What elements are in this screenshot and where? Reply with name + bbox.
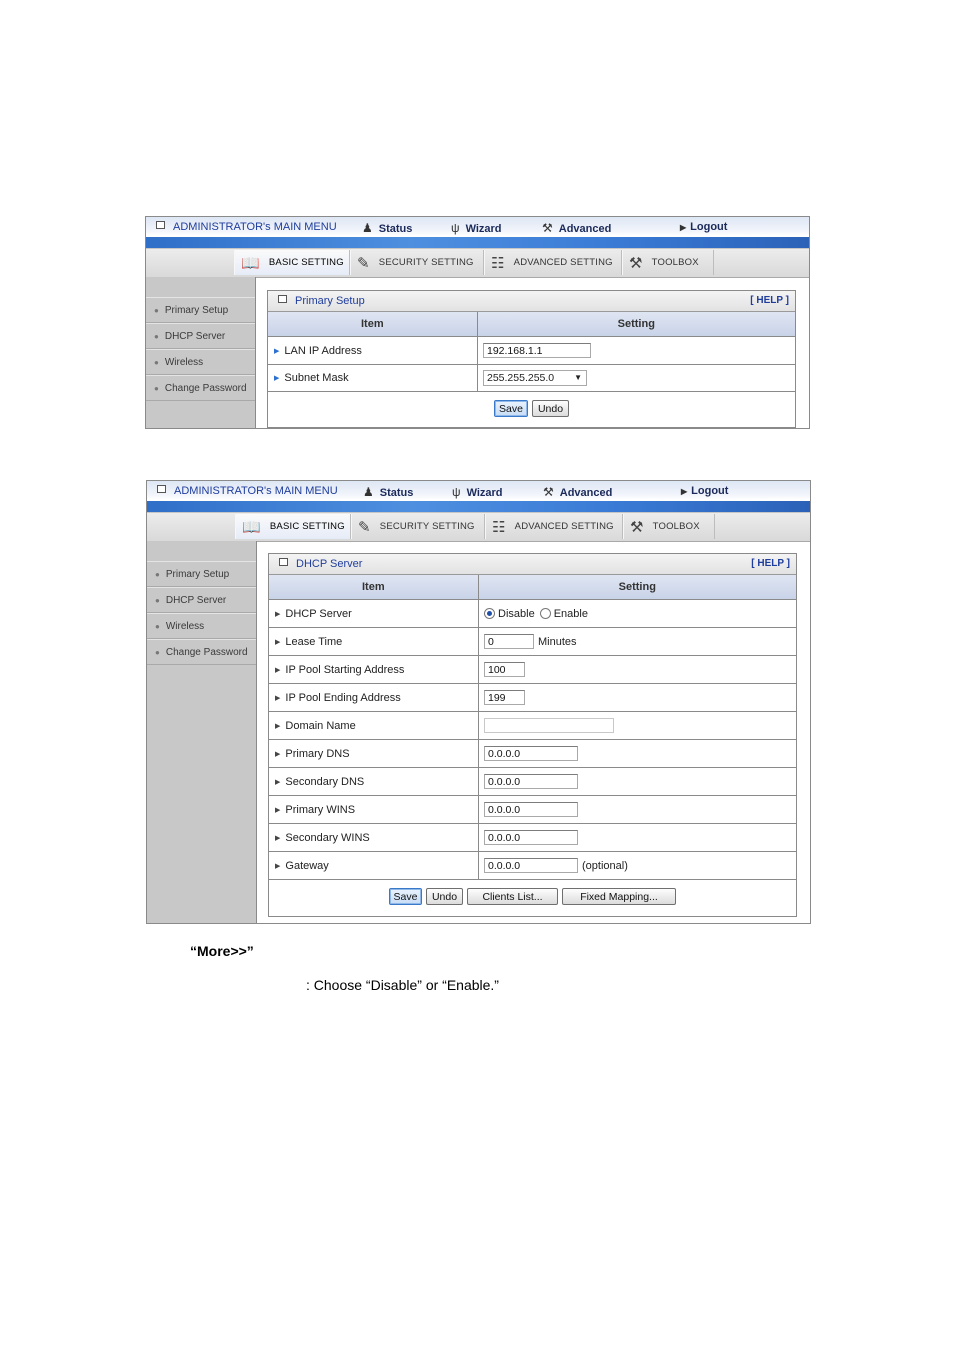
- panel-title: [279, 558, 362, 570]
- tab-toolbox-label: TOOLBOX: [652, 521, 700, 532]
- menu-status-label: Status: [378, 223, 413, 235]
- main-menu-bar: [147, 481, 810, 512]
- tab-security-setting[interactable]: [350, 250, 484, 275]
- menu-wizard-label: Wizard: [465, 223, 502, 235]
- menu-square-icon: [156, 221, 165, 229]
- more-caption: “More>>”: [190, 943, 254, 959]
- status-person-icon: ♟: [362, 221, 373, 235]
- tab-toolbox[interactable]: [623, 514, 715, 539]
- row-value: [478, 337, 591, 364]
- primary-setup-screenshot: [145, 216, 810, 429]
- menu-advanced[interactable]: [543, 485, 612, 499]
- arrow-icon: ▶: [275, 806, 281, 814]
- table-header: [268, 312, 795, 337]
- bullet-icon: ●: [155, 647, 160, 657]
- table-row: [268, 365, 795, 392]
- row-value: [479, 712, 614, 739]
- row-label: [269, 852, 479, 879]
- choose-instruction: : Choose “Disable” or “Enable.”: [306, 977, 499, 993]
- row-label: [269, 824, 479, 851]
- disable-radio[interactable]: [484, 608, 495, 619]
- advanced-icon: ☷: [492, 518, 506, 536]
- sidebar-item-label: Primary Setup: [164, 304, 229, 316]
- row-value: [479, 684, 525, 711]
- arrow-icon: ▶: [275, 750, 281, 758]
- panel-title: [278, 295, 365, 307]
- arrow-icon: ▶: [275, 778, 281, 786]
- bullet-icon: ●: [155, 595, 160, 605]
- bullet-icon: ●: [155, 621, 160, 631]
- row-value: [479, 796, 578, 823]
- sidebar-item-wireless[interactable]: [147, 613, 256, 639]
- row-label: [269, 600, 479, 627]
- tab-advanced-label: ADVANCED SETTING: [513, 257, 613, 268]
- admin-menu-label: ADMINISTRATOR's MAIN MENU: [174, 485, 338, 497]
- enable-radio[interactable]: [540, 608, 551, 619]
- tab-advanced-label: ADVANCED SETTING: [514, 521, 614, 532]
- lan-ip-input[interactable]: 192.168.1.1: [483, 343, 591, 358]
- menu-logout[interactable]: [681, 485, 728, 497]
- arrow-icon: ▶: [275, 722, 281, 730]
- sidebar-item-dhcp-server[interactable]: [147, 587, 256, 613]
- table-row: [269, 740, 796, 768]
- wizard-wand-icon: ψ: [452, 485, 461, 499]
- main-menu-bar: [146, 217, 809, 248]
- subnet-mask-label: Subnet Mask: [284, 372, 349, 384]
- row-value: [478, 365, 587, 391]
- settings-tab-bar: [146, 248, 809, 278]
- menu-status[interactable]: [363, 485, 413, 499]
- row-label: [268, 365, 478, 391]
- domain-name-input[interactable]: [484, 718, 614, 733]
- tab-basic-label: BASIC SETTING: [269, 521, 345, 532]
- row-label: [269, 628, 479, 655]
- tab-security-setting[interactable]: [351, 514, 485, 539]
- menu-advanced[interactable]: [542, 221, 611, 235]
- gateway-optional-note: (optional): [582, 859, 628, 872]
- logout-arrow-icon: ▶: [681, 487, 688, 496]
- menu-logout[interactable]: [680, 221, 727, 233]
- lan-ip-label: LAN IP Address: [284, 344, 362, 357]
- save-button[interactable]: Save: [494, 400, 528, 417]
- menu-wizard[interactable]: [451, 221, 502, 235]
- row-label: [269, 656, 479, 683]
- sidebar-item-label: Wireless: [164, 356, 204, 368]
- sidebar-item-label: DHCP Server: [165, 594, 227, 606]
- arrow-icon: ▶: [275, 610, 281, 618]
- menu-status-label: Status: [379, 487, 414, 499]
- sidebar-item-label: Change Password: [165, 646, 248, 658]
- sidebar: [146, 277, 256, 428]
- menu-wizard[interactable]: [452, 485, 503, 499]
- menu-stripe: [146, 237, 809, 248]
- domain-name-label: Domain Name: [285, 719, 356, 732]
- pool-end-label: IP Pool Ending Address: [285, 691, 401, 704]
- table-header: [269, 575, 796, 600]
- bullet-icon: ●: [154, 383, 159, 393]
- subnet-mask-value: 255.255.255.0: [487, 372, 555, 384]
- menu-wizard-label: Wizard: [466, 487, 503, 499]
- logout-arrow-icon: ▶: [680, 223, 687, 232]
- table-row: [269, 796, 796, 824]
- disable-label: Disable: [498, 607, 535, 620]
- panel-square-icon: [279, 558, 288, 566]
- settings-tab-bar: [147, 512, 810, 542]
- col-setting-header: Setting: [617, 318, 655, 330]
- sidebar-item-label: Wireless: [165, 620, 205, 632]
- col-setting-header: Setting: [618, 581, 656, 593]
- panel-title-text: Primary Setup: [295, 295, 365, 307]
- row-value: [479, 656, 525, 683]
- secondary-wins-label: Secondary WINS: [285, 831, 370, 844]
- bullet-icon: ●: [155, 569, 160, 579]
- secondary-wins-input[interactable]: 0.0.0.0: [484, 830, 578, 845]
- gateway-input[interactable]: 0.0.0.0: [484, 858, 578, 873]
- row-label: [269, 740, 479, 767]
- pool-start-label: IP Pool Starting Address: [285, 663, 405, 676]
- table-row: [269, 628, 796, 656]
- security-icon: ✎: [358, 518, 371, 536]
- tab-toolbox[interactable]: [622, 250, 714, 275]
- admin-menu-title[interactable]: [157, 485, 338, 497]
- chevron-down-icon: ▼: [574, 373, 582, 382]
- menu-advanced-label: Advanced: [559, 487, 613, 499]
- primary-wins-input[interactable]: 0.0.0.0: [484, 802, 578, 817]
- bullet-icon: ●: [154, 331, 159, 341]
- lease-time-input[interactable]: 0: [484, 634, 534, 649]
- dhcp-server-label: DHCP Server: [285, 607, 352, 620]
- sidebar: [147, 541, 257, 923]
- lease-time-label: Lease Time: [285, 635, 343, 648]
- row-label: [269, 684, 479, 711]
- secondary-dns-input[interactable]: 0.0.0.0: [484, 774, 578, 789]
- arrow-icon: ▶: [275, 834, 281, 842]
- arrow-icon: ▶: [275, 694, 281, 702]
- table-row: [269, 768, 796, 796]
- undo-button[interactable]: Undo: [426, 888, 463, 905]
- sidebar-item-label: Change Password: [164, 382, 247, 394]
- sidebar-item-change-password[interactable]: [147, 639, 256, 665]
- arrow-icon: ▶: [275, 862, 281, 870]
- pool-end-input[interactable]: 199: [484, 690, 525, 705]
- dhcp-server-panel: [268, 553, 797, 917]
- sidebar-item-wireless[interactable]: [146, 349, 255, 375]
- admin-menu-label: ADMINISTRATOR's MAIN MENU: [173, 221, 337, 233]
- panel-title-bar: [269, 554, 796, 575]
- tab-advanced-setting[interactable]: [484, 250, 622, 275]
- primary-dns-label: Primary DNS: [285, 747, 350, 760]
- col-item-header: Item: [269, 575, 479, 599]
- row-label: [268, 337, 478, 364]
- tab-advanced-setting[interactable]: [485, 514, 623, 539]
- table-row: [269, 684, 796, 712]
- arrow-icon: ▶: [274, 347, 280, 355]
- arrow-icon: ▶: [274, 375, 280, 382]
- tab-security-label: SECURITY SETTING: [378, 257, 474, 268]
- bullet-icon: ●: [154, 305, 159, 315]
- fixed-mapping-button[interactable]: Fixed Mapping...: [562, 888, 676, 905]
- primary-dns-input[interactable]: 0.0.0.0: [484, 746, 578, 761]
- arrow-icon: ▶: [275, 638, 281, 646]
- advanced-tool-icon: ⚒: [543, 485, 554, 499]
- gateway-label: Gateway: [285, 859, 329, 872]
- wizard-wand-icon: ψ: [451, 221, 460, 235]
- subnet-mask-select[interactable]: [483, 370, 587, 386]
- book-icon: 📖: [242, 518, 261, 536]
- save-button[interactable]: Save: [389, 888, 422, 905]
- panel-title-bar: [268, 291, 795, 312]
- primary-wins-label: Primary WINS: [285, 803, 356, 816]
- menu-advanced-label: Advanced: [558, 223, 612, 235]
- row-value: [479, 852, 628, 879]
- row-value: [479, 824, 578, 851]
- toolbox-icon: ⚒: [630, 518, 644, 536]
- sidebar-item-dhcp-server[interactable]: [146, 323, 255, 349]
- table-row: [269, 656, 796, 684]
- clients-list-button[interactable]: Clients List...: [467, 888, 558, 905]
- row-value: [479, 600, 588, 627]
- table-row: [269, 824, 796, 852]
- sidebar-item-label: Primary Setup: [165, 568, 230, 580]
- pool-start-input[interactable]: 100: [484, 662, 525, 677]
- menu-square-icon: [157, 485, 166, 493]
- book-icon: 📖: [241, 254, 260, 272]
- sidebar-top-pad: [147, 541, 256, 561]
- table-row: [269, 600, 796, 628]
- col-item-header: Item: [268, 312, 478, 336]
- undo-button[interactable]: Undo: [532, 400, 569, 417]
- sidebar-item-primary-setup[interactable]: [147, 561, 256, 587]
- panel-square-icon: [278, 295, 287, 303]
- admin-menu-title[interactable]: [156, 221, 337, 233]
- row-label: [269, 796, 479, 823]
- sidebar-item-change-password[interactable]: [146, 375, 255, 401]
- advanced-icon: ☷: [491, 254, 505, 272]
- row-value: [479, 740, 578, 767]
- button-row: [268, 392, 795, 425]
- sidebar-top-pad: [146, 277, 255, 297]
- tab-basic-setting[interactable]: [235, 514, 351, 539]
- bullet-icon: ●: [154, 357, 159, 367]
- tab-toolbox-label: TOOLBOX: [651, 257, 699, 268]
- menu-logout-label: Logout: [691, 485, 729, 497]
- table-row: [269, 852, 796, 880]
- tab-security-label: SECURITY SETTING: [379, 521, 475, 532]
- table-row: [269, 712, 796, 740]
- enable-label: Enable: [553, 607, 588, 620]
- tab-basic-label: BASIC SETTING: [268, 257, 344, 268]
- tab-basic-setting[interactable]: [234, 250, 350, 275]
- row-value: [479, 768, 578, 795]
- menu-stripe: [147, 501, 810, 512]
- security-icon: ✎: [357, 254, 370, 272]
- menu-status[interactable]: [362, 221, 412, 235]
- table-row: [268, 337, 795, 365]
- toolbox-icon: ⚒: [629, 254, 643, 272]
- help-link[interactable]: [ HELP ]: [751, 558, 790, 569]
- button-row: [269, 880, 796, 913]
- dhcp-server-screenshot: [146, 480, 811, 924]
- arrow-icon: ▶: [275, 666, 281, 674]
- advanced-tool-icon: ⚒: [542, 221, 553, 235]
- panel-title-text: DHCP Server: [296, 558, 363, 570]
- secondary-dns-label: Secondary DNS: [285, 775, 365, 788]
- row-label: [269, 712, 479, 739]
- status-person-icon: ♟: [363, 485, 374, 499]
- sidebar-item-label: DHCP Server: [164, 330, 226, 342]
- row-value: [479, 628, 577, 655]
- sidebar-item-primary-setup[interactable]: [146, 297, 255, 323]
- menu-logout-label: Logout: [690, 221, 728, 233]
- help-link[interactable]: [ HELP ]: [750, 295, 789, 306]
- lease-unit: Minutes: [538, 635, 577, 648]
- primary-setup-panel: [267, 290, 796, 428]
- row-label: [269, 768, 479, 795]
